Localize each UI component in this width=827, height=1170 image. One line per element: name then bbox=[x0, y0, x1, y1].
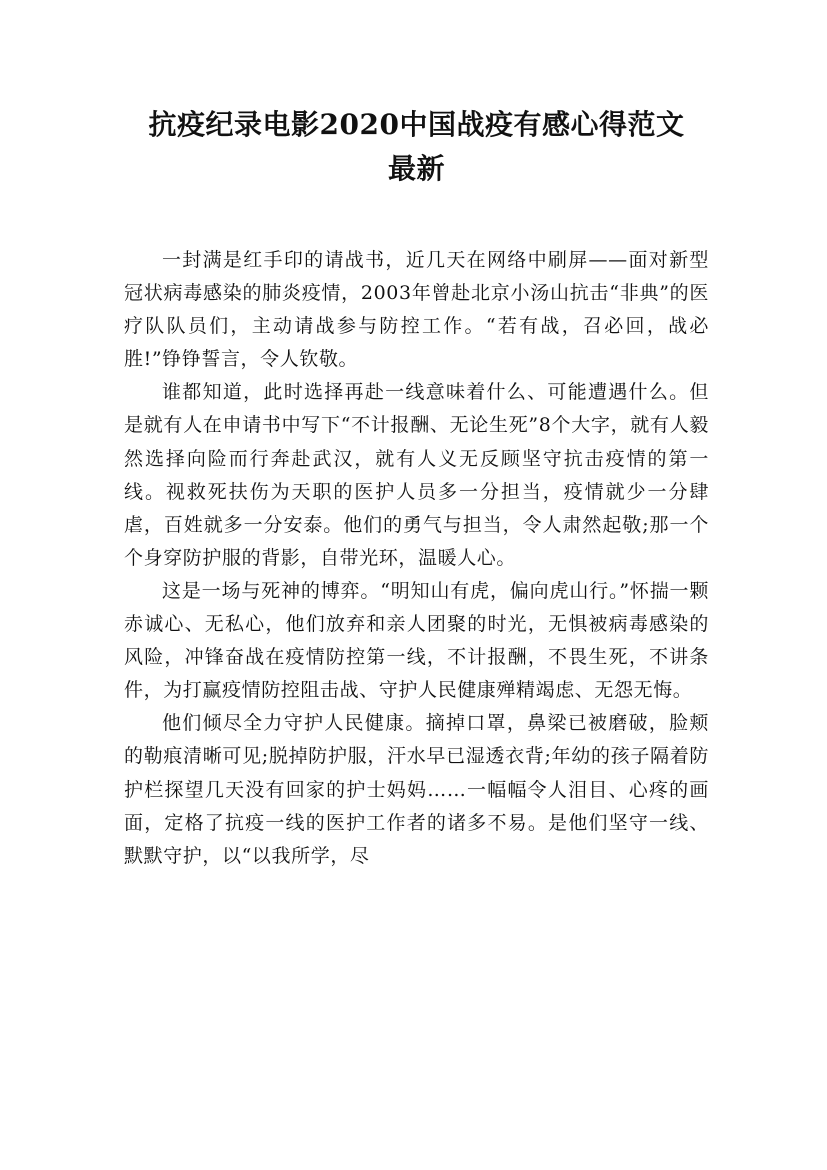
paragraph-3: 这是一场与死神的博弈。“明知山有虎，偏向虎山行。”怀揣一颗赤诚心、无私心，他们放弃和亲人团聚的时光，无惧被病毒感染的风险，冲锋奋战在疫情防控第一线，不计报酬，不畏生死，不讲条件，为打赢疫情防控阻击战、守护人民健康殚精竭虑、无怨无悔。 bbox=[124, 579, 709, 702]
title-line-2: 最新 bbox=[387, 152, 445, 185]
paragraph-4: 他们倾尽全力守护人民健康。摘掉口罩，鼻梁已被磨破，脸颊的勒痕清晰可见;脱掉防护服，汗水早已湿透衣背;年幼的孩子隔着防护栏探望几天没有回家的护士妈妈……一幅幅令人泪目、心疼的画面，定格了抗疫一线的医护工作者的诸多不易。是他们坚守一线、默默守护，以“以我所学，尽 bbox=[124, 712, 709, 867]
paragraph-1: 一封满是红手印的请战书，近几天在网络中刷屏——面对新型冠状病毒感染的肺炎疫情，2003年曾赴北京小汤山抗击“非典”的医疗队队员们，主动请战参与防控工作。“若有战，召必回，战必胜!”铮铮誓言，令人钦敬。 bbox=[124, 249, 709, 371]
paragraph-2: 谁都知道，此时选择再赴一线意味着什么、可能遭遇什么。但是就有人在申请书中写下“不计报酬、无论生死”8个大字，就有人毅然选择向险而行奔赴武汉，就有人义无反顾坚守抗击疫情的第一线。视救死扶伤为天职的医护人员多一分担当，疫情就少一分肆虐，百姓就多一分安泰。他们的勇气与担当，令人肃然起敬;那一个个身穿防护服的背影，自带光环，温暖人心。 bbox=[124, 381, 709, 569]
document-body bbox=[124, 244, 709, 873]
document-title bbox=[124, 103, 709, 191]
title-line-1: 抗疫纪录电影2020中国战疫有感心得范文 bbox=[148, 108, 685, 141]
